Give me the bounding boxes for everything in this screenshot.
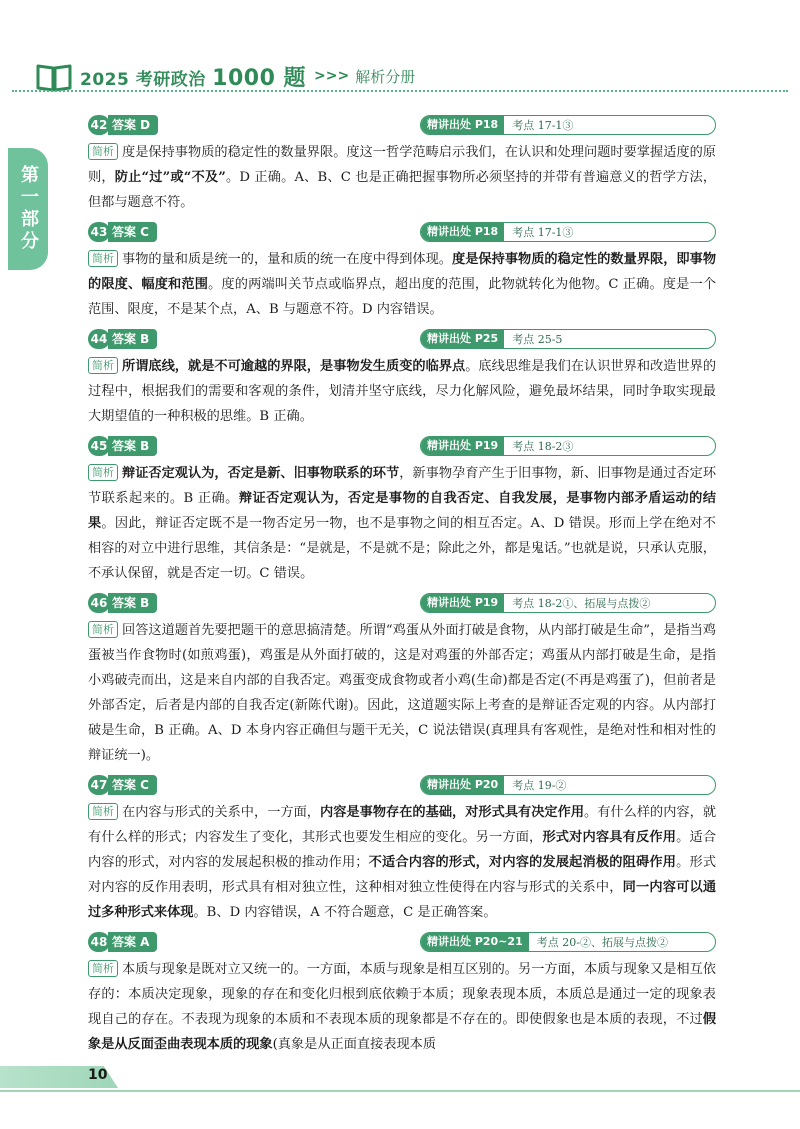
analysis-badge: 简析 [88,464,118,481]
answer-item-header [88,931,716,953]
source-reference [420,115,716,135]
book-title-prefix: 2025 考研政治 [80,69,206,90]
question-number: 46 [88,593,110,613]
key-point-text: 不适合内容的形式，对内容的发展起消极的阻碍作用 [368,855,677,870]
analysis-text [88,618,716,768]
section-side-tab-label: 第一部分 [18,165,39,253]
source-reference [420,775,716,795]
book-title [80,61,306,92]
analysis-segment: 度是保持事物质的稳定性的数量界限。度这一哲学范畴启示我们，在认识和处理问题时要掌握适度的原则， [88,145,716,185]
analysis-text [88,140,716,215]
analysis-segment: 。度的两端叫关节点或临界点，超出度的范围，此物就转化为他物。C 正确。度是一个范围、限度，不是某个点，A、B 与题意不符。D 内容错误。 [88,277,717,317]
answer-label: 答案 A [108,932,157,952]
open-book-icon [36,60,72,92]
answer-label: 答案 C [108,222,157,242]
source-page-tag: 精讲出处 P25 [421,330,504,348]
key-point-text: 假象是从反面歪曲表现本质的现象 [88,1012,716,1052]
source-page-tag: 精讲出处 P19 [421,594,504,612]
analysis-text [88,957,716,1057]
exam-point: 考点 25-5 [512,333,563,346]
analysis-badge: 简析 [88,803,118,820]
analysis-segment: (真象是从正面直接表现本质 [272,1037,437,1052]
header-divider [12,90,788,92]
analysis-segment: 。有什么样的内容，就有什么样的形式；内容发生了变化，其形式也要发生相应的变化。另一方面， [88,805,717,845]
footer-line [0,1090,800,1092]
key-point-text: 内容是事物存在的基础，对形式具有决定作用 [320,805,585,820]
source-reference [420,329,716,349]
question-number: 43 [88,222,110,242]
answer-item-header [88,774,716,796]
key-point-text: 防止“过”或“不及” [114,170,226,185]
answer-item-header [88,435,716,457]
header-arrows: >>> [314,68,350,84]
analysis-badge: 简析 [88,143,118,160]
analysis-segment: 事物的量和质是统一的，量和质的统一在度中得到体现。 [122,252,453,267]
key-point-text: 所谓底线，就是不可逾越的界限，是事物发生质变的临界点 [122,359,466,374]
exam-point: 考点 20-②、拓展与点拨② [536,936,668,949]
source-reference [420,222,716,242]
book-subtitle: 解析分册 [355,67,416,86]
analysis-text [88,800,716,925]
exam-point: 考点 17-1③ [512,119,574,132]
exam-point: 考点 17-1③ [512,226,574,239]
question-number: 42 [88,115,110,135]
answer-list [88,114,716,1063]
key-point-text: 同一内容可以通过多种形式来体现 [88,880,717,920]
answer-item-header [88,592,716,614]
analysis-segment: 。因此，辩证否定既不是一物否定另一物，也不是事物之间的相互否定。A、D 错误。形而上学在绝对不相容的对立中进行思维，其信条是：“是就是，不是就不是；除此之外，都是鬼话。”也就是说，只承认克服，不承认保留，就是否定一切。C 错误。 [88,516,716,581]
page-number: 10 [88,1067,108,1083]
source-reference [420,932,716,952]
question-number: 44 [88,329,110,349]
analysis-segment: 。适合内容的形式，对内容的发展起积极的推动作用； [88,830,717,870]
analysis-text [88,461,716,586]
answer-item [88,931,716,1057]
source-page-tag: 精讲出处 P18 [421,223,504,241]
key-point-text: 辩证否定观认为，否定是新、旧事物联系的环节 [122,466,400,481]
analysis-badge: 简析 [88,357,118,374]
section-side-tab [8,148,48,270]
analysis-badge: 简析 [88,250,118,267]
source-page-tag: 精讲出处 P20 [421,776,504,794]
answer-label: 答案 C [108,775,157,795]
answer-item [88,774,716,925]
analysis-text [88,354,716,429]
analysis-segment: 。底线思维是我们在认识世界和改造世界的过程中，根据我们的需要和客观的条件，划清并坚守底线，尽力化解风险，避免最坏结果，同时争取实现最大期望值的一种积极的思维。B 正确。 [88,359,717,424]
answer-item [88,221,716,322]
analysis-segment: 。形式对内容的反作用表明，形式具有相对独立性，这种相对独立性使得在内容与形式的关系中， [88,855,717,895]
source-reference [420,593,716,613]
exam-point: 考点 19-② [512,779,567,792]
question-number: 48 [88,932,110,952]
answer-label: 答案 B [108,436,157,456]
analysis-segment: 。B、D 内容错误，A 不符合题意，C 是正确答案。 [193,905,497,920]
question-number: 47 [88,775,110,795]
analysis-badge: 简析 [88,621,118,638]
answer-label: 答案 B [108,593,157,613]
analysis-segment: 。D 正确。A、B、C 也是正确把握事物所必须坚持的并带有普遍意义的哲学方法，但都与题意不符。 [88,170,717,210]
key-point-text: 辩证否定观认为，否定是事物的自我否定、自我发展，是事物内部矛盾运动的结果 [88,491,716,531]
exam-point: 考点 18-2①、拓展与点拨② [512,597,651,610]
analysis-segment: 本质与现象是既对立又统一的。一方面，本质与现象是相互区别的。另一方面，本质与现象又是相互依存的：本质决定现象，现象的存在和变化归根到底依赖于本质；现象表现本质，本质总是通过一定的现象表现自己的存在。不表现为现象的本质和不表现本质的现象都是不存在的。即使假象也是本质的表现，不过 [88,962,716,1027]
answer-item-header [88,328,716,350]
source-reference [420,436,716,456]
source-page-tag: 精讲出处 P20~21 [421,933,529,951]
answer-item-header [88,221,716,243]
analysis-badge: 简析 [88,960,118,977]
answer-item [88,114,716,215]
analysis-segment: 在内容与形式的关系中，一方面， [122,805,321,820]
question-number: 45 [88,436,110,456]
source-page-tag: 精讲出处 P19 [421,437,504,455]
analysis-segment: ，新事物孕育产生于旧事物，新、旧事物是通过否定环节联系起来的。B 正确。 [88,466,717,506]
answer-label: 答案 D [108,115,158,135]
book-title-big: 1000 题 [212,65,307,91]
answer-label: 答案 B [108,329,157,349]
key-point-text: 度是保持事物质的稳定性的数量界限，即事物的限度、幅度和范围 [88,252,717,292]
exam-point: 考点 18-2③ [512,440,574,453]
analysis-text [88,247,716,322]
answer-item [88,328,716,429]
key-point-text: 形式对内容具有反作用 [542,830,677,845]
answer-item-header [88,114,716,136]
answer-item [88,592,716,768]
answer-item [88,435,716,586]
analysis-segment: 回答这道题首先要把题干的意思搞清楚。所谓“鸡蛋从外面打破是食物，从内部打破是生命”，是指当鸡蛋被当作食物时(如煎鸡蛋)，鸡蛋是从外面打破的，这是对鸡蛋的外部否定；鸡蛋从内部打破是生命，是指小鸡破壳而出，这是来自内部的自我否定。鸡蛋变成食物或者小鸡(生命)都是否定(不再是鸡蛋了)，但前者是外部否定，后者是内部的自我否定(新陈代谢)。因此，这道题实际上考查的是辩证否定观的内容。从内部打破是生命，B 正确。A、D 本身内容正确但与题干无关，C 说法错误(真理具有客观性，是绝对性和相对性的辩证统一)。 [88,623,716,763]
source-page-tag: 精讲出处 P18 [421,116,504,134]
